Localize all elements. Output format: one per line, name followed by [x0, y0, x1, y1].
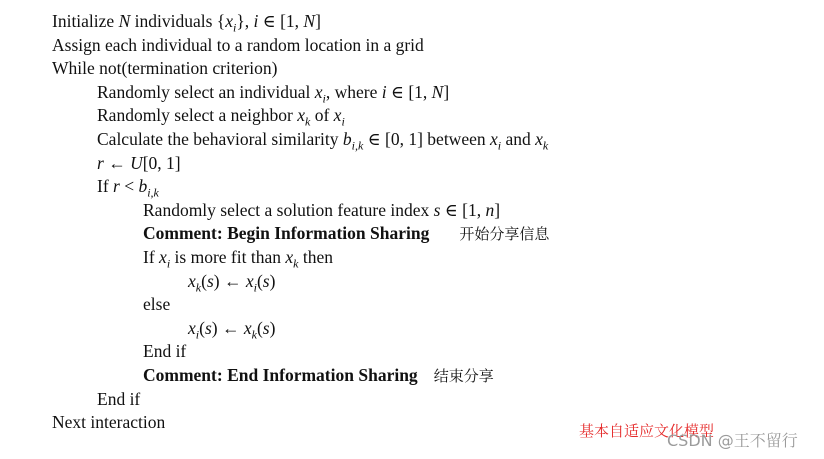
- line-text: Calculate the behavioral similarity: [97, 129, 343, 149]
- line-text: End if: [97, 388, 141, 409]
- subscript: i: [497, 138, 502, 153]
- comment-text: Comment: Begin Information Sharing: [143, 223, 430, 244]
- algorithm-line: [52, 33, 424, 57]
- subscript: k: [251, 327, 257, 342]
- subscript: k: [195, 280, 202, 295]
- line-text: ) ←: [211, 317, 244, 338]
- csdn-watermark: CSDN @王不留行: [667, 431, 798, 450]
- math-symbol: n: [485, 199, 495, 220]
- line-text: ∈ [1,: [258, 11, 304, 31]
- chinese-annotation: 开始分享信息: [459, 225, 550, 244]
- line-text: <: [119, 176, 139, 197]
- math-symbol: b: [342, 129, 352, 149]
- subscript: k: [293, 256, 299, 271]
- comment-text: Comment: End Information Sharing: [143, 365, 418, 385]
- algorithm-line: [97, 387, 140, 411]
- algorithm-line: [143, 363, 494, 388]
- subscript: i: [166, 256, 171, 271]
- line-text: Initialize: [52, 11, 119, 31]
- subscript: i: [253, 280, 257, 295]
- line-text: ∈ [1,: [440, 199, 486, 220]
- math-symbol: s: [262, 270, 270, 291]
- math-symbol: x: [333, 105, 342, 126]
- line-text: is more fit than: [170, 247, 286, 267]
- math-symbol: r: [113, 176, 120, 197]
- line-text: then: [298, 247, 333, 267]
- algorithm-line: [143, 198, 500, 222]
- algorithm-line: [143, 292, 170, 316]
- math-symbol: x: [285, 247, 294, 267]
- line-text: else: [143, 294, 171, 315]
- subscript: i: [322, 91, 326, 106]
- math-symbol: N: [303, 11, 316, 31]
- math-symbol: x: [297, 105, 306, 126]
- math-symbol: x: [225, 11, 233, 31]
- math-symbol: s: [262, 317, 270, 338]
- line-text: and: [501, 129, 536, 149]
- math-symbol: s: [433, 199, 441, 220]
- math-symbol: b: [138, 176, 148, 197]
- line-text: ∈ [0, 1] between: [363, 129, 490, 149]
- subscript: k: [305, 114, 311, 129]
- line-text: individuals {: [130, 11, 226, 31]
- subscript: i,k: [147, 185, 159, 200]
- math-symbol: s: [204, 317, 212, 338]
- line-text: Randomly select a neighbor: [97, 105, 298, 126]
- subscript: k: [542, 138, 549, 153]
- subscript: i: [341, 114, 345, 129]
- line-text: (: [256, 270, 263, 291]
- math-symbol: i: [381, 81, 387, 102]
- math-symbol: x: [159, 247, 167, 267]
- algorithm-line: [143, 339, 186, 363]
- subscript: i: [195, 327, 200, 342]
- algorithm-line: [188, 316, 275, 347]
- line-text: End if: [143, 341, 187, 362]
- line-text: ←: [103, 152, 131, 173]
- line-text: ]: [494, 199, 501, 220]
- line-text: ): [269, 317, 276, 338]
- algorithm-line: [52, 410, 165, 434]
- math-symbol: s: [206, 270, 214, 291]
- algorithm-line: [52, 56, 277, 80]
- algorithm-line: [97, 151, 181, 175]
- line-text: of: [310, 105, 334, 126]
- math-symbol: x: [243, 317, 252, 338]
- subscript: i: [232, 20, 237, 35]
- line-text: (: [201, 270, 207, 291]
- line-text: ): [269, 270, 276, 291]
- math-symbol: N: [431, 81, 444, 102]
- red-caption: 基本自适应文化模型: [579, 422, 715, 440]
- line-text: ∈ [1,: [386, 81, 432, 102]
- math-symbol: r: [97, 152, 104, 173]
- line-text: ]: [315, 11, 321, 31]
- math-symbol: x: [245, 270, 254, 291]
- subscript: i,k: [351, 138, 364, 153]
- math-symbol: x: [314, 81, 323, 102]
- line-text: },: [236, 11, 254, 31]
- line-text: Next interaction: [52, 412, 166, 433]
- line-text: , where: [325, 81, 382, 102]
- algorithm-line: [188, 269, 275, 300]
- line-text: Assign each individual to a random location in a grid: [52, 34, 424, 55]
- math-symbol: x: [188, 270, 196, 291]
- math-symbol: N: [118, 11, 131, 31]
- line-text: Randomly select a solution feature index: [143, 199, 434, 220]
- line-text: If: [97, 176, 114, 197]
- line-text: ) ←: [213, 270, 246, 291]
- math-symbol: i: [253, 11, 259, 31]
- math-symbol: x: [489, 129, 498, 149]
- algorithm-line: [143, 221, 549, 246]
- math-symbol: U: [130, 152, 143, 173]
- line-text: (: [199, 317, 205, 338]
- line-text: [0, 1]: [142, 152, 181, 173]
- line-text: (: [256, 317, 263, 338]
- line-text: ]: [443, 81, 450, 102]
- line-text: Randomly select an individual: [97, 81, 315, 102]
- line-text: If: [143, 247, 160, 267]
- math-symbol: x: [535, 129, 543, 149]
- math-symbol: x: [188, 317, 196, 338]
- chinese-annotation: 结束分享: [433, 367, 494, 385]
- line-text: While not(termination criterion): [52, 58, 278, 79]
